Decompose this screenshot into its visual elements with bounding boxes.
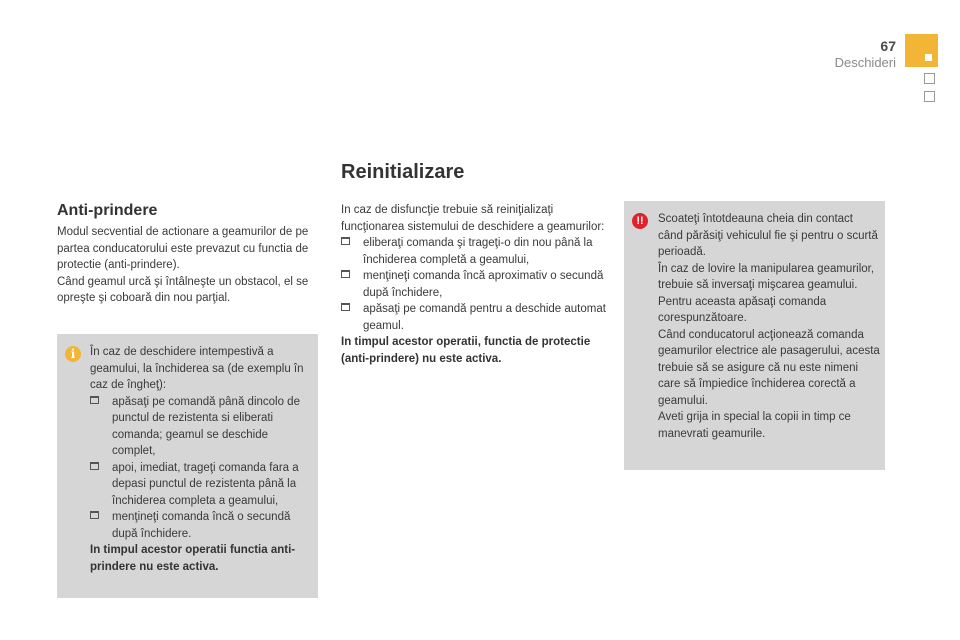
bullet-icon (341, 270, 350, 278)
list-item-text: apăsaţi pe comandă pentru a deschide automat geamul. (363, 303, 606, 332)
list-item-text: eliberaţi comanda şi trageţi-o din nou până la închiderea completă a geamului, (363, 237, 593, 266)
info-bullet-list (90, 394, 312, 543)
anti-pinch-title: Anti-prindere (57, 202, 158, 219)
list-item-text: menţineţi comanda încă o secundă după închidere. (112, 511, 291, 540)
reinit-note: In timpul acestor operatii, functia de protectie (anti-prindere) nu este activa. (341, 336, 591, 365)
bullet-icon (341, 303, 350, 311)
list-item-text: apăsaţi pe comandă până dincolo de punctul de rezistenta si eliberati comanda; geamul se deschide complet, (112, 395, 300, 457)
list-item (90, 509, 312, 542)
anti-pinch-intro (57, 224, 322, 307)
warning-line: Aveti grija in special la copii in timp ce manevrati geamurile. (658, 411, 851, 440)
info-note: In timpul acestor operatii functia anti-prindere nu este activa. (90, 544, 296, 573)
info-box-text (90, 344, 312, 575)
warning-icon: !! (632, 213, 648, 229)
section-tab (924, 73, 935, 84)
bullet-icon (90, 511, 99, 519)
anti-pinch-intro-line: Când geamul urcă şi întâlneşte un obstacol, el se opreşte şi coboară din nou parţial. (57, 275, 309, 304)
list-item-text: apoi, imediat, trageţi comanda fara a depasi punctul de rezistenta până la închiderea completa a geamului, (112, 461, 299, 507)
info-icon: i (65, 346, 81, 362)
bullet-icon (90, 396, 99, 404)
warning-line: Când conducatorul acţionează comanda geamurilor electrice ale pasagerului, acesta trebuie să se asigure că nu este nimeni care să împiedice închiderea corectă a geamului. (658, 328, 880, 407)
reinit-title: Reinitializare (341, 161, 465, 183)
warning-box (624, 201, 885, 470)
anti-pinch-intro-line: Modul secvential de actionare a geamurilor de pe partea conducatorului este prevazut cu functia de protectie (anti-prindere). (57, 226, 309, 271)
list-item (90, 394, 312, 460)
warning-line: În caz de lovire la manipularea geamurilor, trebuie să inversaţi mişcarea geamului. Pentru aceasta apăsaţi comanda corespunzătoare. (658, 262, 875, 324)
reinit-bullet-list (341, 235, 611, 334)
list-item (341, 235, 611, 268)
warning-box-text (658, 211, 880, 442)
bullet-icon (90, 462, 99, 470)
warning-line: Scoateţi întotdeauna cheia din contact când părăsiţi vehiculul fie şi pentru o scurtă perioadă. (658, 213, 878, 258)
section-name: Deschideri (834, 55, 896, 70)
page-number: 67 (880, 38, 896, 54)
info-lead: În caz de deschidere intempestivă a geamului, la închiderea sa (de exemplu în caz de îngheţ): (90, 346, 304, 391)
reinit-lead: In caz de disfuncţie trebuie să reiniţializaţi funcţionarea sistemului de deschidere a geamurilor: (341, 204, 605, 233)
list-item (341, 301, 611, 334)
bullet-icon (341, 237, 350, 245)
section-tab (924, 91, 935, 102)
section-tab-active (905, 34, 938, 67)
reinit-body (341, 202, 611, 367)
list-item (341, 268, 611, 301)
info-box (57, 334, 318, 598)
list-item-text: menţineţi comanda încă aproximativ o secundă după închidere, (363, 270, 604, 299)
list-item (90, 460, 312, 510)
